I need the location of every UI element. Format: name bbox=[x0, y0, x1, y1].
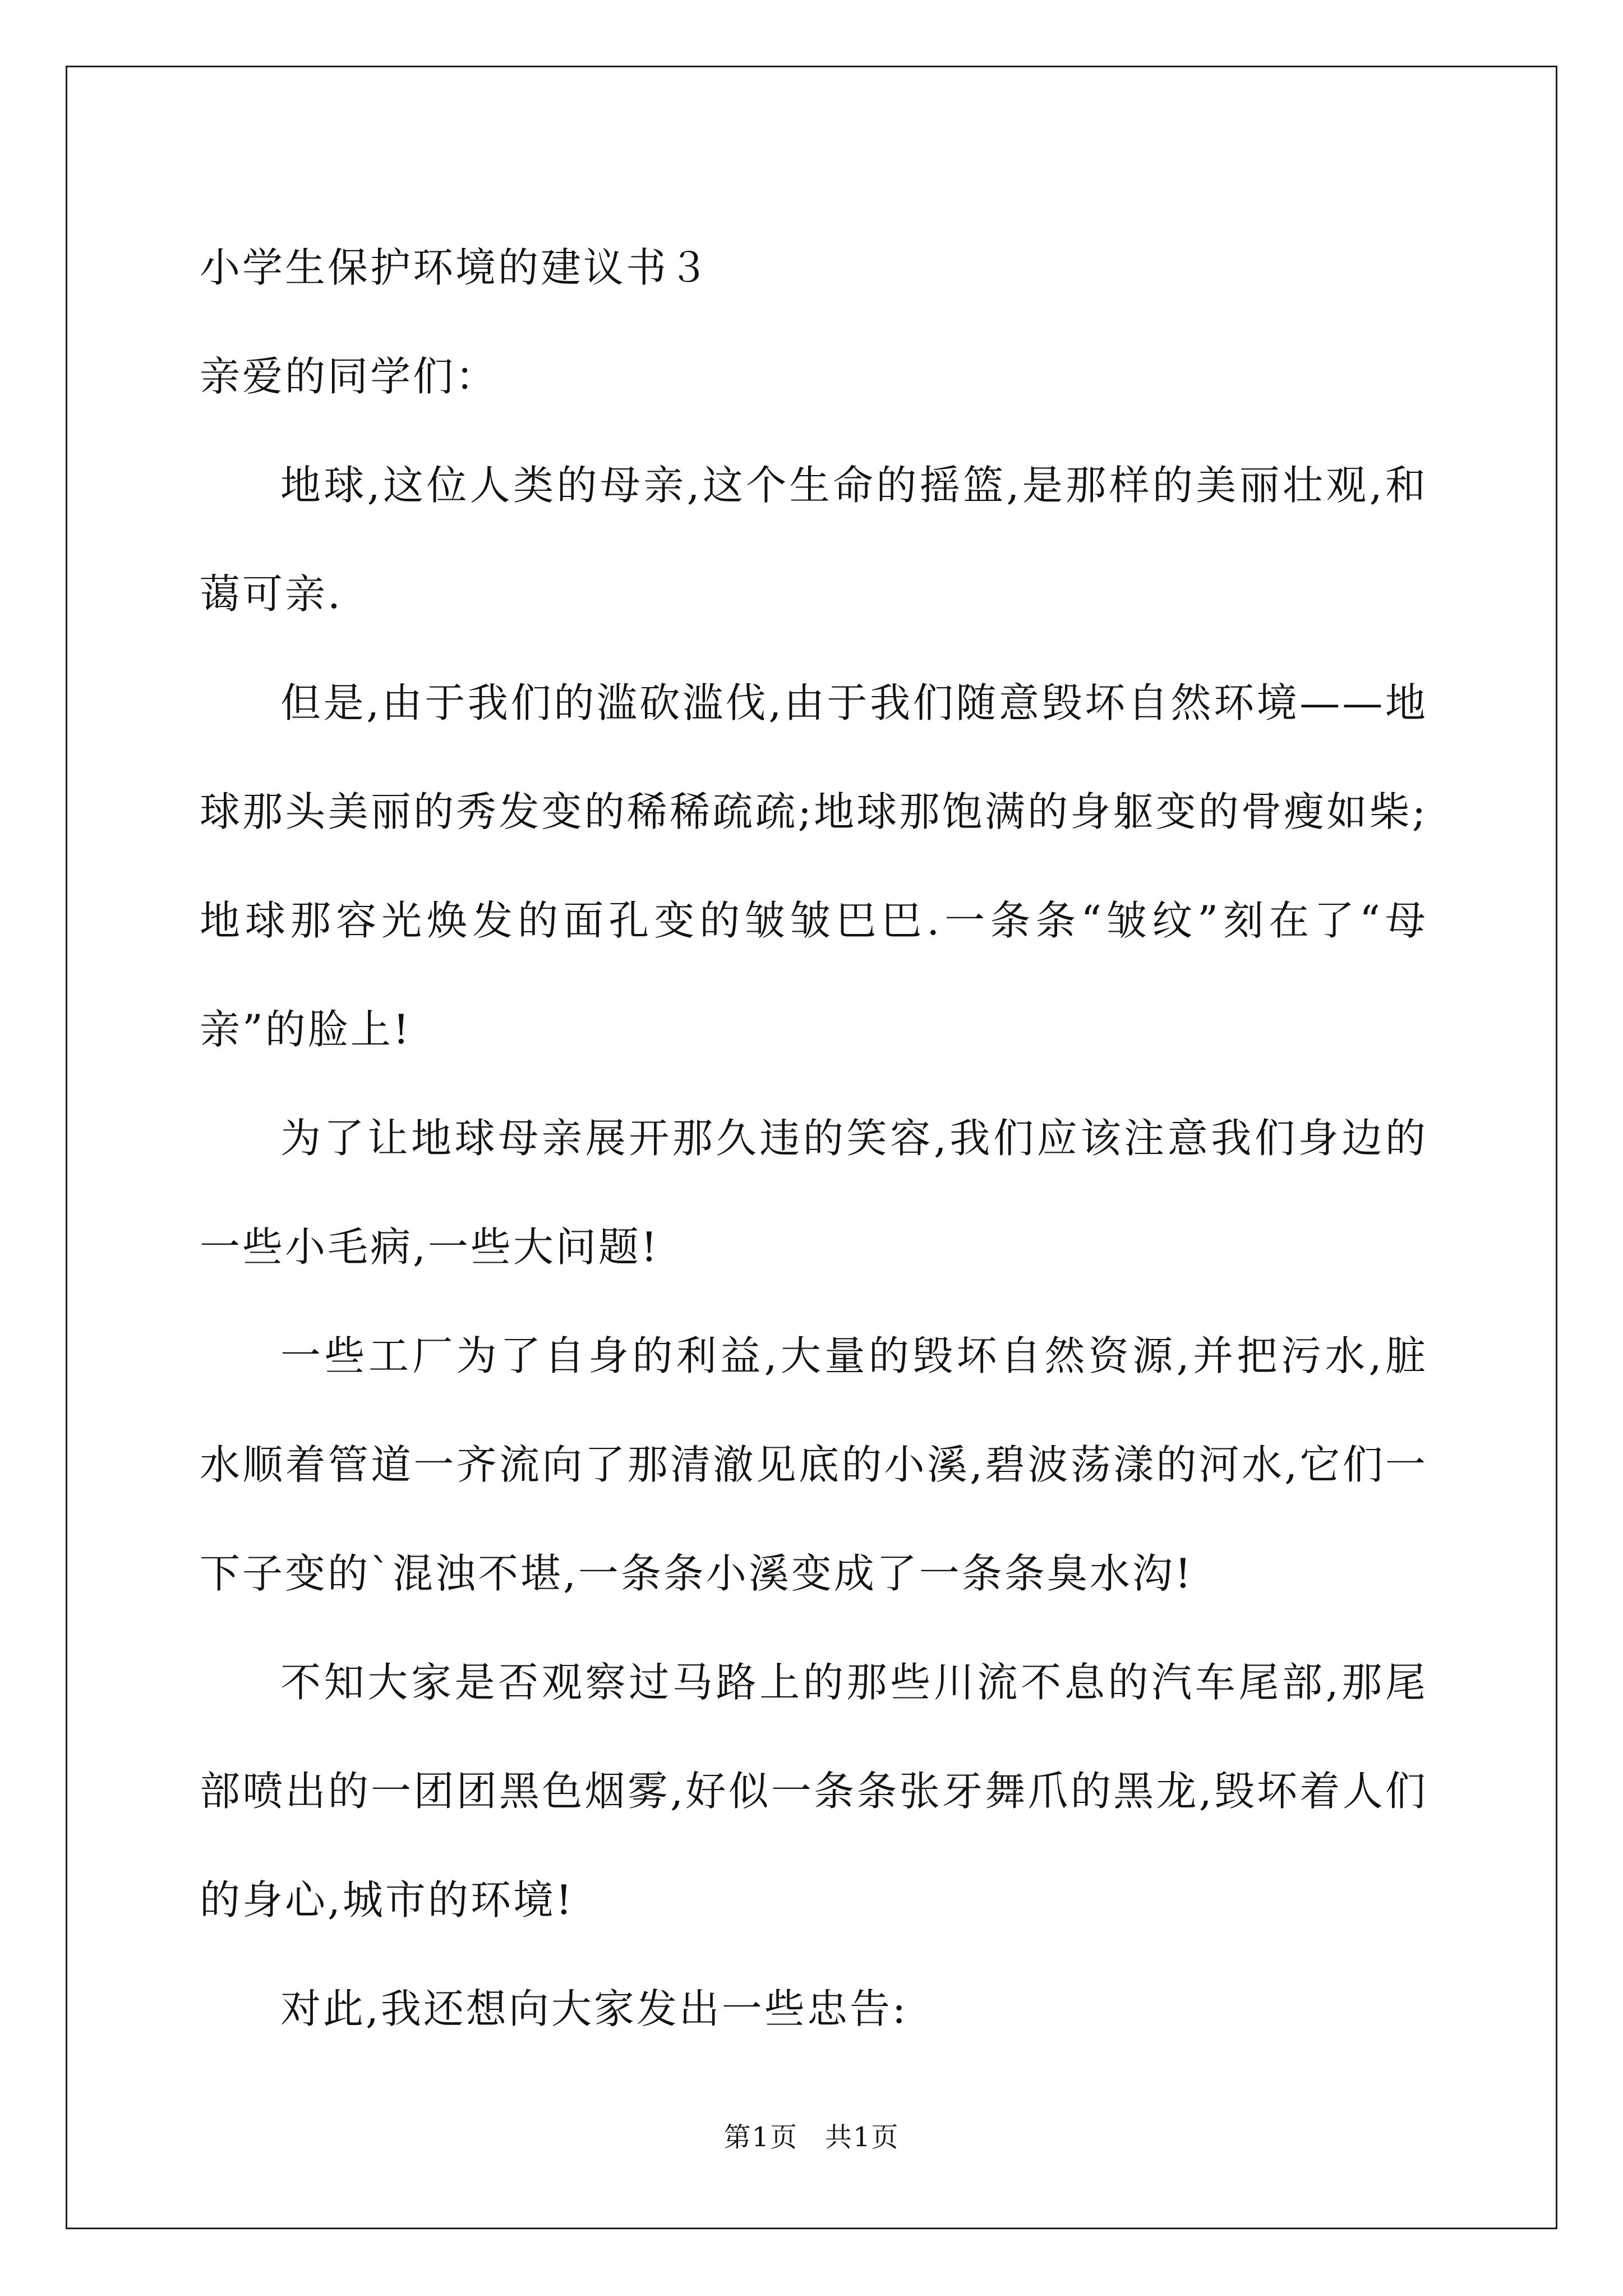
paragraph-4: 一些工厂为了自身的利益,大量的毁坏自然资源,并把污水,脏水顺着管道一齐流向了那清澈见底的小溪,碧波荡漾的河水,它们一下子变的`混浊不堪,一条条小溪变成了一条条臭水沟! bbox=[200, 1332, 1428, 1597]
paragraph-2: 但是,由于我们的滥砍滥伐,由于我们随意毁坏自然环境——地球那头美丽的秀发变的稀稀疏疏;地球那饱满的身躯变的骨瘦如柴;地球那容光焕发的面孔变的皱皱巴巴.一条条“皱纹”刻在了“母亲”的脸上! bbox=[200, 679, 1428, 1053]
page-number-total: 共1页 bbox=[825, 2122, 900, 2153]
document-body bbox=[200, 213, 1428, 2063]
paragraph-1: 地球,这位人类的母亲,这个生命的摇篮,是那样的美丽壮观,和蔼可亲. bbox=[200, 462, 1428, 618]
paragraph-5: 不知大家是否观察过马路上的那些川流不息的汽车尾部,那尾部喷出的一团团黑色烟雾,好似一条条张牙舞爪的黑龙,毁坏着人们的身心,城市的环境! bbox=[200, 1659, 1428, 1924]
document-title: 小学生保护环境的建议书３ bbox=[200, 244, 712, 291]
paragraph-6: 对此,我还想向大家发出一些忠告: bbox=[280, 1985, 909, 2032]
paragraph-3: 为了让地球母亲展开那久违的笑容,我们应该注意我们身边的一些小毛病,一些大问题! bbox=[200, 1115, 1428, 1271]
page-footer bbox=[0, 2120, 1623, 2154]
salutation: 亲爱的同学们： bbox=[200, 353, 499, 400]
page-number-current: 第1页 bbox=[723, 2122, 798, 2153]
